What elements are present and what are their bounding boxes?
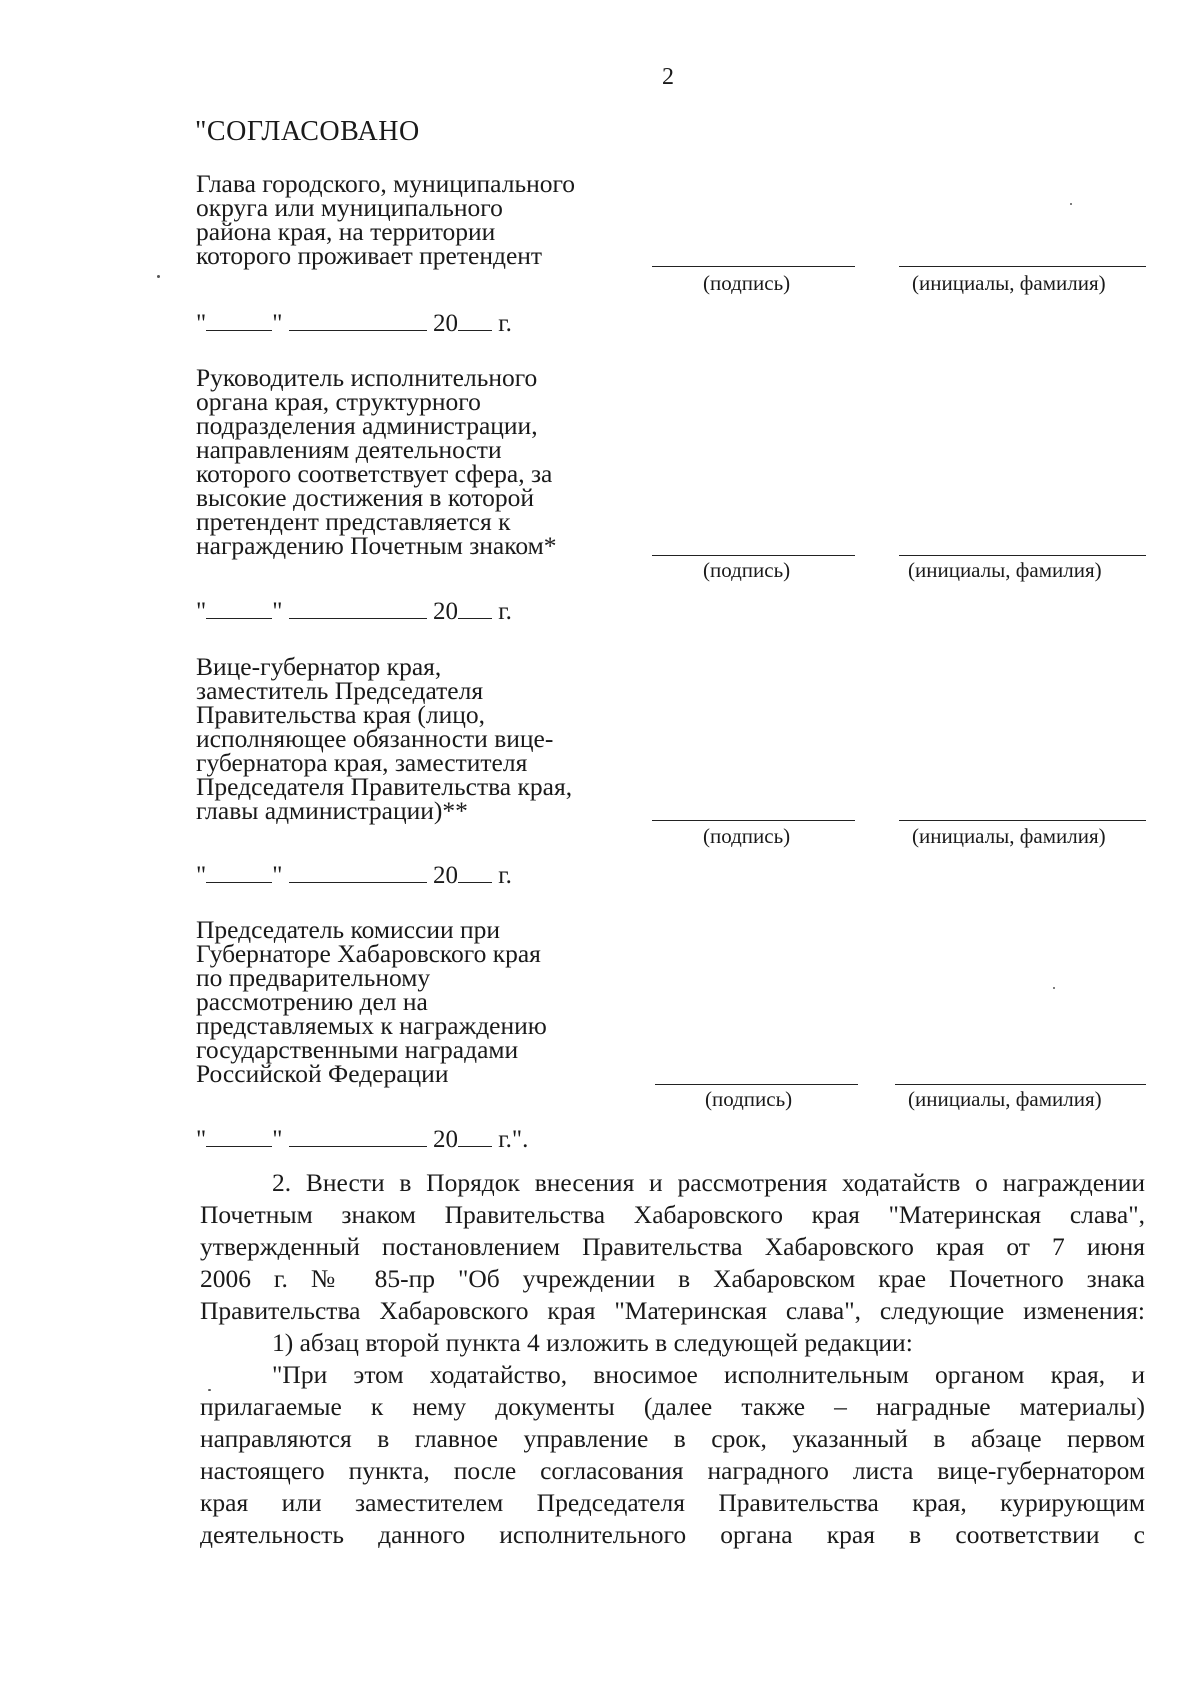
name-line: [899, 820, 1146, 821]
block-line: которого проживает претендент: [196, 241, 543, 270]
scan-speck: [208, 1389, 211, 1391]
name-caption: (инициалы, фамилия): [908, 558, 1102, 582]
block-line: заместитель Председателя: [196, 676, 484, 705]
block-line: подразделения администрации,: [196, 411, 538, 440]
month-blank: [289, 1126, 427, 1147]
signature-caption: (подпись): [703, 558, 791, 582]
month-blank: [289, 598, 427, 619]
signature-caption: (подпись): [703, 271, 791, 295]
approver-block-commission-chair: [196, 915, 636, 1088]
paragraph-line: Почетным знаком Правительства Хабаровского края "Материнская слава",: [200, 1200, 1145, 1229]
block-line: Губернаторе Хабаровского края: [196, 939, 541, 968]
block-line: Российской Федерации: [196, 1059, 449, 1088]
signature-line: [652, 820, 855, 821]
signature-caption: (подпись): [703, 824, 791, 848]
quote-open: ": [196, 1126, 207, 1153]
name-caption: (инициалы, фамилия): [912, 271, 1106, 295]
paragraph-line: Правительства Хабаровского края "Материнская слава", следующие изменения:: [200, 1296, 1145, 1325]
scan-speck: [1070, 203, 1072, 205]
year-blank: [458, 1126, 492, 1147]
date-field: [196, 598, 512, 626]
year-suffix: г.: [498, 862, 512, 889]
block-line: Глава городского, муниципального: [196, 169, 576, 198]
year-prefix: 20: [432, 310, 458, 337]
approval-heading: "СОГЛАСОВАНО: [195, 116, 420, 147]
name-line: [899, 555, 1146, 556]
year-prefix: 20: [432, 1126, 458, 1153]
day-blank: [206, 862, 272, 883]
year-prefix: 20: [432, 862, 458, 889]
block-line: высокие достижения в которой: [196, 483, 535, 512]
paragraph-line: 2006 г. № 85-пр "Об учреждении в Хабаровском крае Почетного знака: [200, 1264, 1145, 1293]
name-line: [895, 1084, 1146, 1085]
date-field: [196, 1126, 528, 1154]
block-line: награждению Почетным знаком*: [196, 531, 557, 560]
signature-line: [655, 1084, 858, 1085]
quote-open: ": [196, 862, 207, 889]
approver-block-executive-head: [196, 363, 636, 560]
block-line: направлениям деятельности: [196, 435, 502, 464]
month-blank: [289, 862, 427, 883]
year-suffix: г.: [498, 310, 512, 337]
block-line: органа края, структурного: [196, 387, 481, 416]
final-suffix: г.".: [498, 1126, 529, 1153]
block-line: Правительства края (лицо,: [196, 700, 486, 729]
year-blank: [458, 598, 492, 619]
quote-close: ": [272, 1126, 283, 1153]
quote-line: прилагаемые к нему документы (далее также – наградные материалы): [200, 1392, 1145, 1421]
name-caption: (инициалы, фамилия): [912, 824, 1106, 848]
quote-line: направляются в главное управление в срок, указанный в абзаце первом: [200, 1424, 1145, 1453]
paragraph-line: 2. Внести в Порядок внесения и рассмотрения ходатайств о награждении: [272, 1168, 1145, 1197]
page-number: 2: [662, 64, 674, 90]
year-suffix: г.: [498, 598, 512, 625]
item-line: 1) абзац второй пункта 4 изложить в следующей редакции:: [272, 1328, 913, 1357]
quote-close: ": [272, 862, 283, 889]
block-line: представляемых к награждению: [196, 1011, 547, 1040]
quote-open: ": [196, 310, 207, 337]
block-line: главы администрации)**: [196, 796, 468, 825]
scan-speck: [157, 275, 160, 278]
day-blank: [206, 310, 272, 331]
year-blank: [458, 310, 492, 331]
year-prefix: 20: [432, 598, 458, 625]
block-line: рассмотрению дел на: [196, 987, 428, 1016]
quote-line: настоящего пункта, после согласования наградного листа вице-губернатором: [200, 1456, 1145, 1485]
signature-line: [652, 555, 855, 556]
quote-line: деятельность данного исполнительного органа края в соответствии с: [200, 1520, 1145, 1549]
block-line: губернатора края, заместителя: [196, 748, 528, 777]
block-line: Председателя Правительства края,: [196, 772, 573, 801]
scan-speck: [1053, 987, 1055, 989]
signature-line: [652, 266, 855, 267]
quote-open: ": [196, 598, 207, 625]
block-line: района края, на территории: [196, 217, 496, 246]
name-line: [899, 266, 1146, 267]
quote-line: края или заместителем Председателя Правительства края, курирующим: [200, 1488, 1145, 1517]
block-line: по предварительному: [196, 963, 431, 992]
paragraph-line: утвержденный постановлением Правительства Хабаровского края от 7 июня: [200, 1232, 1145, 1261]
amendment-paragraph: [200, 1167, 1145, 1551]
block-line: округа или муниципального: [196, 193, 503, 222]
date-field: [196, 862, 512, 890]
approver-block-vice-governor: [196, 652, 636, 825]
day-blank: [206, 598, 272, 619]
name-caption: (инициалы, фамилия): [908, 1087, 1102, 1111]
month-blank: [289, 310, 427, 331]
block-line: Вице-губернатор края,: [196, 652, 442, 681]
signature-caption: (подпись): [705, 1087, 793, 1111]
day-blank: [206, 1126, 272, 1147]
year-blank: [458, 862, 492, 883]
block-line: претендент представляется к: [196, 507, 511, 536]
date-field: [196, 310, 512, 338]
block-line: государственными наградами: [196, 1035, 519, 1064]
quote-line: "При этом ходатайство, вносимое исполнительным органом края, и: [272, 1360, 1145, 1389]
block-line: Руководитель исполнительного: [196, 363, 538, 392]
block-line: которого соответствует сфера, за: [196, 459, 553, 488]
approver-block-municipal-head: [196, 169, 636, 270]
block-line: исполняющее обязанности вице-: [196, 724, 554, 753]
quote-close: ": [272, 310, 283, 337]
block-line: Председатель комиссии при: [196, 915, 501, 944]
quote-close: ": [272, 598, 283, 625]
